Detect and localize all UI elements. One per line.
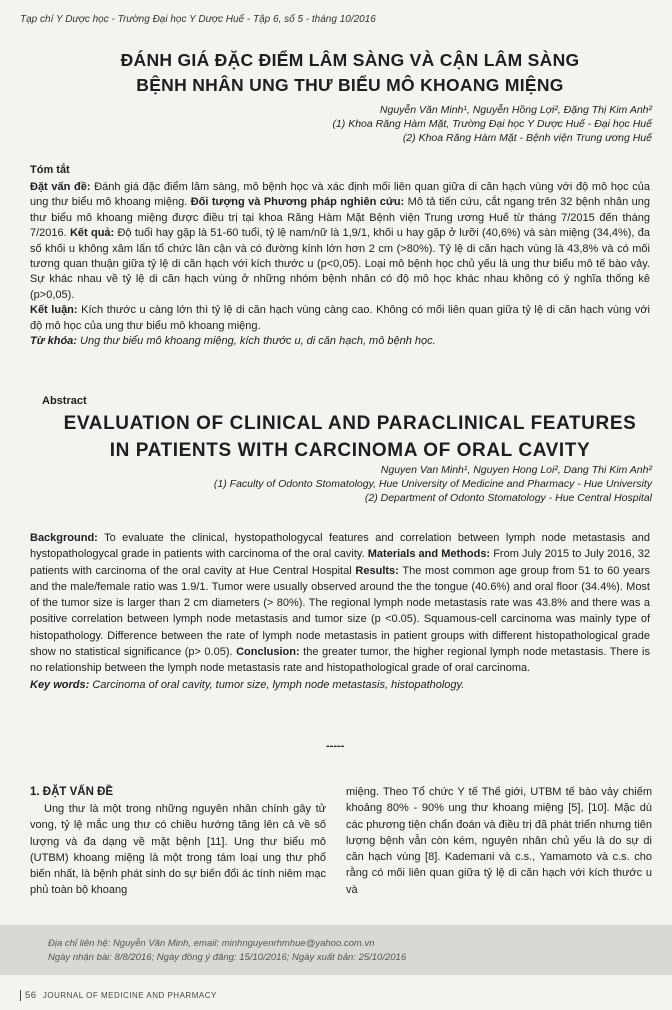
- separator: -----: [326, 740, 345, 752]
- en-bg-label: Background:: [30, 532, 98, 544]
- body-left-column: Ung thư là một trong những nguyên nhân chính gây tử vong, tỷ lệ mắc ung thư có chiều hướng tăng lên cả về số lượng và đa dạng về mặt bệnh [11]. Ung thư biểu mô (UTBM) khoang miệng là một trong tám loại ung thư phổ biến nhất, là bệnh phát sinh do sự biến đổi ác tính niêm mạc phủ toàn bộ khoang: [30, 803, 326, 897]
- vn-authors: Nguyễn Văn Minh¹, Nguyễn Hồng Lợi², Đặng Thị Kim Anh²: [379, 104, 652, 116]
- section-heading: 1. ĐẶT VẤN ĐỀ: [30, 786, 114, 798]
- en-abstract: [30, 530, 650, 693]
- page-footer: [20, 990, 217, 1001]
- vn-conclusion-label: Kết luận:: [30, 304, 78, 317]
- en-results-text: The most common age group from 51 to 60 years and the male/female ratio was 1.9/1. Tumor were usually observed around the the tongue (40.6%) and oral floor (34.4%). Most of the tumor size is larger than 2 cm diameters (> 80%). The regional lymph node metastasis rate was 43.8% and there was a positive correlation between lymph node metastasis and tumor size (p <0.05). Squamous-cell carcinoma was mainly type of histopathology. Difference between the rate of lymph node metastasis in patient groups with different histopathological grade show no statistical significance (p> 0.05).: [30, 564, 650, 659]
- footer-contact-box: [0, 925, 672, 975]
- vn-results-label: Kết quả:: [69, 227, 115, 240]
- vn-methods-label: Đối tượng và Phương pháp nghiên cứu:: [190, 196, 405, 209]
- vn-keywords-label: Từ khóa:: [30, 335, 77, 348]
- vn-conclusion-text: Kích thước u càng lớn thì tỷ lệ di căn hạch vùng càng cao. Không có mối liên quan giữa tỷ lệ di căn hạch vùng với độ mô học của ung thư biểu mô khoang miệng.: [30, 304, 650, 332]
- en-methods-text: From July 2015 to July 2016, 32 patients with carcinoma of the oral cavity at Hue Central Hospital: [30, 548, 651, 577]
- vn-bg-text: Đánh giá đặc điểm lâm sàng, mô bệnh học và xác định mối liên quan giữa di căn hạch vùng với độ mô học của ung thư biểu mô khoang miệng.: [30, 181, 650, 209]
- en-methods-label: Materials and Methods:: [367, 548, 491, 561]
- page-number: 56: [25, 990, 37, 1002]
- vn-affiliation-1: (1) Khoa Răng Hàm Mặt, Trường Đại học Y Dược Huế - Đại học Huế: [332, 118, 652, 130]
- vn-methods-text: Mô tả tiến cứu, cắt ngang trên 32 bệnh nhân ung thư biểu mô khoang miệng được điều trị tại khoa Răng Hàm Mặt Bệnh viện Trung ương Huế từ tháng 7/2015 đến tháng 7/2016.: [30, 196, 650, 240]
- en-title-line2: IN PATIENTS WITH CARCINOMA OF ORAL CAVITY: [109, 440, 591, 461]
- en-title-line1: EVALUATION OF CLINICAL AND PARACLINICAL FEATURES: [63, 413, 637, 434]
- vn-summary-heading: Tóm tắt: [30, 164, 70, 176]
- page-footer-divider: [20, 990, 21, 1001]
- vn-author-block: [332, 103, 652, 145]
- journal-header: Tạp chí Y Dược học - Trường Đại học Y Dược Huế - Tập 6, số 5 - tháng 10/2016: [20, 14, 376, 25]
- en-bg-text: To evaluate the clinical, hystopathologycal features and correlation between lymph node metastasis and hystopathologycal grade in patients with carcinoma of the oral cavity.: [30, 532, 650, 561]
- vn-abstract: [30, 180, 650, 349]
- en-keywords-text: Carcinoma of oral cavity, tumor size, lymph node metastasis, histopathology.: [89, 678, 465, 691]
- en-conclusion-text: the greater tumor, the higher regional lymph node metastasis. There is no relationship between the lymph node metastasis rate and histopathological grade of oral carcinoma.: [30, 646, 650, 675]
- footer-dates: Ngày nhận bài: 8/8/2016; Ngày đồng ý đăng: 15/10/2016; Ngày xuất bản: 25/10/2016: [48, 952, 407, 963]
- en-keywords-label: Key words:: [30, 678, 90, 691]
- vn-keywords-text: Ung thư biểu mô khoang miệng, kích thước u, di căn hạch, mô bệnh học.: [76, 335, 436, 348]
- abstract-heading: Abstract: [42, 395, 87, 407]
- vn-bg-label: Đặt vấn đề:: [30, 181, 91, 193]
- en-author-block: [214, 463, 652, 505]
- en-conclusion-label: Conclusion:: [236, 646, 300, 659]
- en-affiliation-1: (1) Faculty of Odonto Stomatology, Hue University of Medicine and Pharmacy - Hue University: [213, 478, 652, 490]
- vn-title-line2: BỆNH NHÂN UNG THƯ BIỂU MÔ KHOANG MIỆNG: [136, 75, 564, 95]
- journal-name: JOURNAL OF MEDICINE AND PHARMACY: [42, 991, 217, 1001]
- en-authors: Nguyen Van Minh¹, Nguyen Hong Loi², Dang Thi Kim Anh²: [380, 464, 652, 476]
- body-right-column: miệng. Theo Tổ chức Y tế Thế giới, UTBM tế bào vảy chiếm khoảng 80% - 90% ung thư khoang miệng [5], [10]. Mặc dù các phương tiện chẩn đoán và điều trị đã phát triển nhưng tiên lượng bệnh vẫn còn kém, nguyên nhân chủ yếu là do sự di căn hạch vùng [8]. Kademani và c.s., Yamamoto và c.s. cho rằng có mối liên quan giữa tỷ lệ di căn hạch với kích thước u và: [346, 786, 652, 896]
- en-title: [40, 410, 660, 464]
- en-affiliation-2: (2) Department of Odonto Stomatology - Hue Central Hospital: [364, 492, 652, 504]
- en-results-label: Results:: [355, 564, 399, 577]
- vn-results-text: Độ tuổi hay gặp là 51-60 tuổi, tỷ lệ nam/nữ là 1,9/1, khối u hay gặp ở lưỡi (40,6%) và sàn miệng (34,4%), đa số khối u không xâm lấn tổ chức lân cận và có đường kính lớn hơn 2 cm (>80%). Tỷ lệ di căn hạch vùng là 43,8% và có mối tương quan thuận giữa tỷ lệ di căn hạch với kích thước u (p<0,05). Loại mô bệnh học chủ yếu là ung thư biểu mô tế bào vảy. Sự khác nhau về tỷ lệ di căn hạch vùng ở những nhóm bệnh nhân có độ mô học khác nhau không có ý nghĩa thống kê (p>0,05).: [30, 227, 650, 301]
- vn-affiliation-2: (2) Khoa Răng Hàm Mặt - Bệnh viện Trung ương Huế: [402, 132, 652, 144]
- vn-title: [70, 48, 630, 98]
- footer-contact: Địa chỉ liên hệ: Nguyễn Văn Minh, email: minhnguyenrhmhue@yahoo.com.vn: [48, 938, 375, 949]
- vn-title-line1: ĐÁNH GIÁ ĐẶC ĐIỂM LÂM SÀNG VÀ CẬN LÂM SÀNG: [120, 50, 580, 70]
